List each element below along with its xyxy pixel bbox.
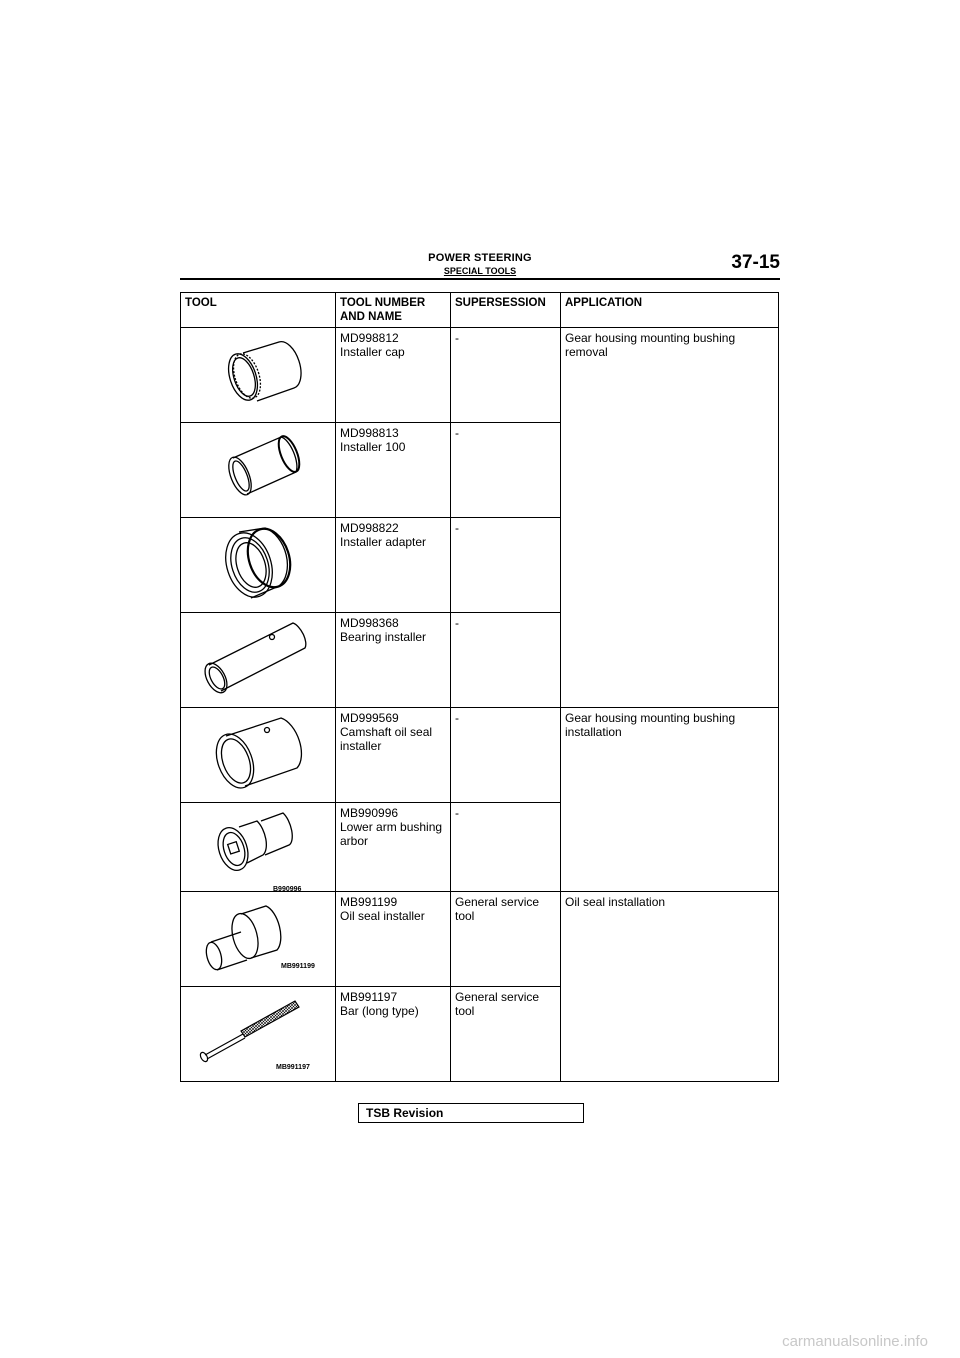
tsb-revision-box (358, 1103, 584, 1123)
tool-supersession: - (451, 518, 561, 613)
column-header-tool-number: TOOL NUMBER AND NAME (336, 293, 451, 328)
tool-image-cell (181, 987, 336, 1082)
tool-number-name: MD999569 Camshaft oil seal installer (336, 708, 451, 803)
column-header-application: APPLICATION (561, 293, 779, 328)
tool-figure-ref: MB991197 (276, 1064, 310, 1071)
tool-image-cell (181, 423, 336, 518)
camshaft-oil-seal-installer-icon (181, 708, 336, 802)
header-rule (180, 278, 780, 280)
section-subtitle: SPECIAL TOOLS (443, 266, 517, 276)
tool-figure-ref: MB991199 (281, 963, 315, 970)
tool-supersession: General service tool (451, 892, 561, 987)
tool-image-cell (181, 518, 336, 613)
tool-supersession: - (451, 803, 561, 892)
tool-number-name: MB991197 Bar (long type) (336, 987, 451, 1082)
tool-image-cell (181, 708, 336, 803)
section-title: POWER STEERING (428, 252, 532, 264)
installer-adapter-icon (181, 518, 336, 612)
tool-supersession: - (451, 328, 561, 423)
installer-100-icon (181, 423, 336, 517)
tool-image-cell (181, 803, 336, 892)
tool-supersession: - (451, 708, 561, 803)
table-header-row (181, 293, 779, 328)
tool-image-cell (181, 328, 336, 423)
tool-number-name: MD998813 Installer 100 (336, 423, 451, 518)
tool-number-name: MD998822 Installer adapter (336, 518, 451, 613)
tool-supersession: - (451, 613, 561, 708)
bar-long-type-icon (181, 987, 336, 1081)
tool-application: Gear housing mounting bushing removal (561, 328, 779, 708)
tool-number-name: MB991199 Oil seal installer (336, 892, 451, 987)
page-header (180, 250, 780, 280)
tool-supersession: - (451, 423, 561, 518)
tsb-revision-label: TSB Revision (366, 1106, 444, 1120)
tool-application: Oil seal installation (561, 892, 779, 1082)
tool-supersession: General service tool (451, 987, 561, 1082)
table-row (181, 892, 779, 987)
lower-arm-bushing-arbor-icon (181, 803, 336, 891)
installer-cap-icon (181, 328, 336, 422)
page-number: 37-15 (731, 252, 780, 273)
special-tools-table (180, 292, 779, 1082)
tool-figure-ref: B990996 (273, 886, 302, 893)
tool-image-cell (181, 892, 336, 987)
tool-application: Gear housing mounting bushing installation (561, 708, 779, 892)
bearing-installer-icon (181, 613, 336, 707)
watermark: carmanualsonline.info (782, 1333, 928, 1350)
tool-number-name: MD998812 Installer cap (336, 328, 451, 423)
tool-number-name: MD998368 Bearing installer (336, 613, 451, 708)
column-header-tool: TOOL (181, 293, 336, 328)
table-row (181, 328, 779, 423)
tool-number-name: MB990996 Lower arm bushing arbor (336, 803, 451, 892)
table-row (181, 708, 779, 803)
tool-image-cell (181, 613, 336, 708)
column-header-supersession: SUPERSESSION (451, 293, 561, 328)
